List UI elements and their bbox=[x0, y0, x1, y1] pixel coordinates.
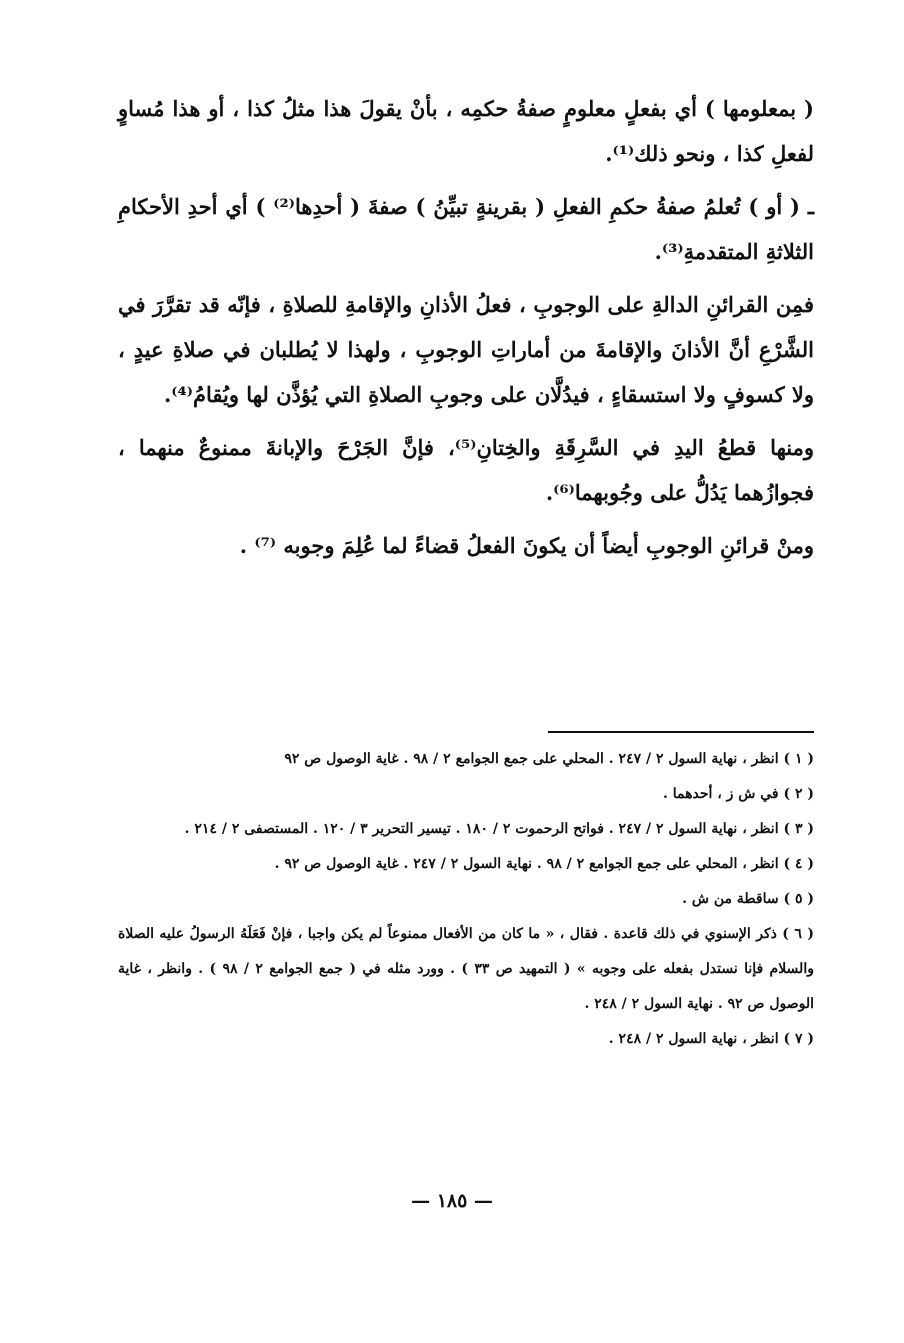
footnote-separator bbox=[548, 731, 814, 733]
page-number: — ١٨٥ — bbox=[411, 1190, 493, 1212]
main-text bbox=[118, 86, 814, 576]
paragraph-2: ـ ( أو ) تُعلمُ صفةُ حكمِ الفعلِ ( بقرينةٍ تبيِّنُ ) صفةَ ( أحدِها⁽²⁾ ) أي أحدِ الأحكامِ الثلاثةِ المتقدمةِ⁽³⁾. bbox=[118, 194, 814, 264]
paragraph-4: ومنها قطعُ اليدِ في السَّرِقَةِ والخِتانِ⁽⁵⁾، فإنَّ الجَرْحَ والإبانةَ ممنوعٌ منهما ، فجوازُهما يَدُلُّ على وجُوبهما⁽⁶⁾. bbox=[118, 435, 814, 505]
paragraph-3: فمِن القرائنِ الدالةِ على الوجوبِ ، فعلُ الأذانِ والإقامةِ للصلاةِ ، فإنّه قد تقرَّرَ في الشَّرْعِ أنَّ الأذانَ والإقامةَ من أماراتِ الوجوبِ ، ولهذا لا يُطلبان في صلاةِ عيدٍ ، ولا كسوفٍ ولا استسقاءٍ ، فيدُلَّان على وجوبِ الصلاةِ التي يُؤذَّن لها ويُقامُ⁽⁴⁾. bbox=[118, 292, 814, 407]
paragraph-5: ومنْ قرائنِ الوجوبِ أيضاً أن يكونَ الفعلُ قضاءً لما عُلِمَ وجوبه ⁽⁷⁾ . bbox=[239, 533, 814, 558]
footnote-2: ( ٢ ) في ش ز ، أحدهما . bbox=[662, 786, 814, 802]
paragraph-1: ( بمعلومها ) أي بفعلٍ معلومٍ صفةُ حكمِه ، بأنْ يقولَ هذا مثلُ كذا ، أو هذا مُساوٍ لفعلِ كذا ، ونحو ذلك⁽¹⁾. bbox=[118, 96, 814, 166]
footnote-4: ( ٤ ) انظر ، المحلي على جمع الجوامع ٢ / ٩٨ . نهاية السول ٢ / ٢٤٧ . غاية الوصول ص ٩٢ . bbox=[274, 856, 814, 872]
footnote-5: ( ٥ ) ساقطة من ش . bbox=[682, 891, 814, 907]
footnotes bbox=[118, 742, 814, 1057]
footnote-3: ( ٣ ) انظر ، نهاية السول ٢ / ٢٤٧ . فواتح الرحموت ٢ / ١٨٠ . تيسير التحرير ٣ / ١٢٠ . المستصفى ٢ / ٢١٤ . bbox=[184, 821, 814, 837]
footnote-6: ( ٦ ) ذكر الإسنوي في ذلك قاعدة . فقال ، « ما كان من الأفعال ممنوعاً لم يكن واجبا ، فإنْ فَعَلَهُ الرسولُ عليه الصلاة والسلام فإنا نستدل بفعله على وجوبه » ( التمهيد ص ٣٣ ) . وورد مثله في ( جمع الجوامع ٢ / ٩٨ ) . وانظر ، غاية الوصول ص ٩٢ . نهاية السول ٢ / ٢٤٨ . bbox=[118, 926, 814, 1012]
footnote-1: ( ١ ) انظر ، نهاية السول ٢ / ٢٤٧ . المحلي على جمع الجوامع ٢ / ٩٨ . غاية الوصول ص ٩٢ bbox=[284, 751, 814, 767]
footnote-7: ( ٧ ) انظر ، نهاية السول ٢ / ٢٤٨ . bbox=[608, 1031, 814, 1047]
